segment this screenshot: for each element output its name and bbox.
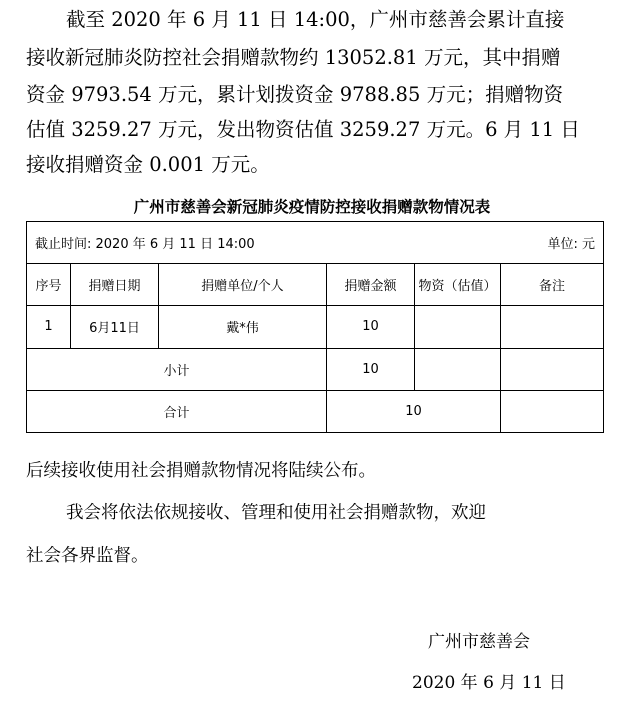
footer-line-2: 我会将依法依规接收、管理和使用社会捐赠款物，欢迎 — [66, 503, 486, 523]
table-header-row — [27, 264, 604, 306]
donation-table — [26, 221, 604, 433]
subtotal-amount: 10 — [327, 348, 415, 390]
row-date: 6月11日 — [71, 306, 159, 348]
row-donor: 戴*伟 — [159, 306, 327, 348]
header-cell: 物资（估值） — [415, 264, 501, 306]
signature-org: 广州市慈善会 — [428, 632, 530, 652]
intro-line-3: 资金 9793.54 万元，累计划拨资金 9788.85 万元；捐赠物资 — [26, 83, 564, 106]
header-cell: 备注 — [501, 264, 604, 306]
table-row — [27, 306, 604, 348]
row-number: 1 — [27, 306, 71, 348]
header-cell: 捐赠金额 — [327, 264, 415, 306]
intro-line-5: 接收捐赠资金 0.001 万元。 — [26, 153, 270, 176]
header-cell: 捐赠日期 — [71, 264, 159, 306]
table-meta-cell — [27, 222, 604, 264]
subtotal-row — [27, 348, 604, 390]
row-note — [501, 306, 604, 348]
intro-line-4: 估值 3259.27 万元，发出物资估值 3259.27 万元。6 月 11 日 — [26, 118, 580, 141]
header-cell: 捐赠单位/个人 — [159, 264, 327, 306]
unit-label: 单位: 元 — [547, 237, 596, 253]
subtotal-goods — [415, 348, 501, 390]
header-cell: 序号 — [27, 264, 71, 306]
subtotal-note — [501, 348, 604, 390]
total-amount: 10 — [327, 390, 501, 432]
total-note — [501, 390, 604, 432]
total-row — [27, 390, 604, 432]
signature-date: 2020 年 6 月 11 日 — [412, 673, 566, 693]
row-amount: 10 — [327, 306, 415, 348]
total-label: 合计 — [27, 390, 327, 432]
intro-line-1: 截至 2020 年 6 月 11 日 14:00，广州市慈善会累计直接 — [66, 8, 565, 31]
intro-line-2: 接收新冠肺炎防控社会捐赠款物约 13052.81 万元，其中捐赠 — [26, 46, 561, 69]
table-meta-row — [27, 222, 604, 264]
footer-line-3: 社会各界监督。 — [26, 546, 149, 566]
footer-line-1: 后续接收使用社会捐赠款物情况将陆续公布。 — [26, 461, 376, 481]
table-title: 广州市慈善会新冠肺炎疫情防控接收捐赠款物情况表 — [133, 198, 491, 216]
row-goods — [415, 306, 501, 348]
subtotal-label: 小计 — [27, 348, 327, 390]
cutoff-time: 截止时间: 2020 年 6 月 11 日 14:00 — [35, 237, 255, 253]
